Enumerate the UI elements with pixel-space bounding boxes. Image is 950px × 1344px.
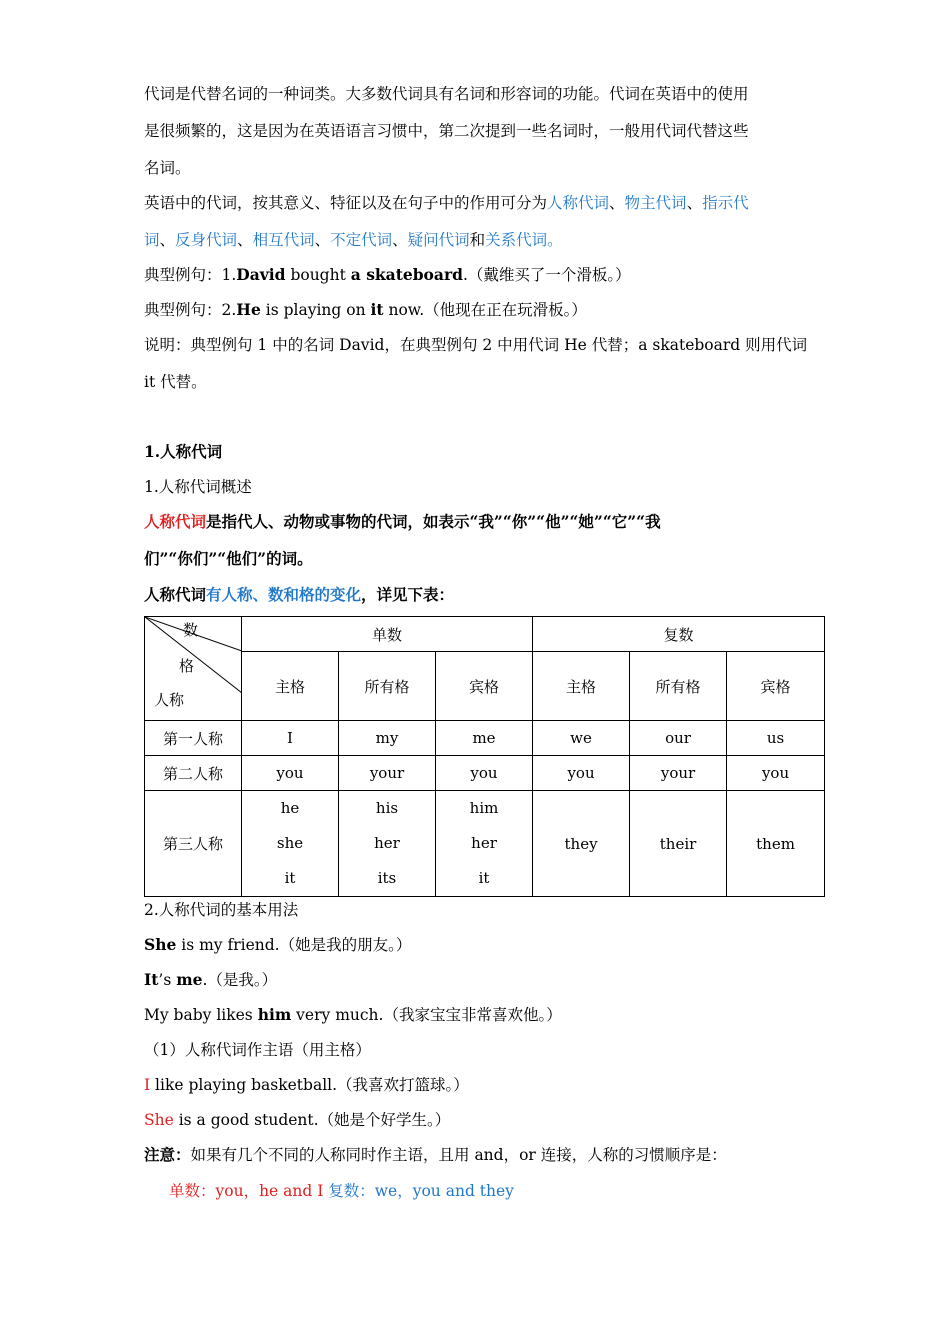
subsection-heading: 2.人称代词的基本用法 [144,901,299,919]
case-header: 所有格 [339,652,436,721]
case-header: 宾格 [727,652,825,721]
note-line: 注意：如果有几个不同的人称同时作主语，且用 and，or 连接，人称的习惯顺序是： [144,1145,727,1164]
table-cell: I [242,721,339,756]
subsection-heading: 1.人称代词概述 [144,478,252,496]
term-possessive: 物主代词 [624,194,687,212]
table-cell: their [630,791,727,897]
table-cell: our [630,721,727,756]
example-sentence-1: 典型例句：1.David bought a skateboard.（戴维买了一个滑板。） [144,265,631,284]
section-heading: 1.人称代词 [144,442,223,461]
table-cell: we [533,721,630,756]
case-header: 主格 [533,652,630,721]
table-cell: him her it [436,791,533,897]
table-row [145,791,825,897]
personal-pronoun-table [144,616,825,897]
usage-example: It’s me.（是我。） [144,970,278,989]
usage-example: My baby likes him very much.（我家宝宝非常喜欢他。） [144,1005,562,1024]
table-cell: your [630,756,727,791]
usage-subheading: （1）人称代词作主语（用主格） [144,1041,371,1059]
term-reflexive: 反身代词 [175,231,238,249]
table-cell: you [436,756,533,791]
header-plural: 复数 [533,617,825,652]
intro-paragraph-line: 名词。 [144,159,191,177]
table-cell: he she it [242,791,339,897]
term-indefinite: 不定代词 [330,231,393,249]
intro-paragraph-line: 是很频繁的，这是因为在英语语言习惯中，第二次提到一些名词时，一般用代词代替这些 [144,122,749,140]
usage-example: I like playing basketball.（我喜欢打篮球。） [144,1076,469,1094]
classification-line: 英语中的代词，按其意义、特征以及在句子中的作用可分为人称代词、物主代词、指示代 [144,194,749,212]
case-header: 宾格 [436,652,533,721]
definition-line: 人称代词是指代人、动物或事物的代词，如表示“我”“你”“他”“她”“它”“我 [144,512,661,531]
person-label: 第二人称 [145,756,242,791]
table-cell: you [533,756,630,791]
term-reciprocal: 相互代词 [252,231,315,249]
table-row [145,756,825,791]
table-cell: them [727,791,825,897]
table-cell: us [727,721,825,756]
order-line: 单数：you，he and I 复数：we，you and they [169,1182,514,1200]
header-singular: 单数 [242,617,533,652]
table-cell: your [339,756,436,791]
table-row [145,721,825,756]
table-cell: you [727,756,825,791]
usage-example: She is a good student.（她是个好学生。） [144,1111,451,1129]
term-personal: 人称代词 [547,194,610,212]
corner-label-number: 数 [183,621,199,639]
table-cell: my [339,721,436,756]
case-header: 所有格 [630,652,727,721]
explanation-line: it 代替。 [144,373,207,391]
person-label: 第三人称 [145,791,242,897]
table-corner-cell [145,617,242,721]
table-cell: his her its [339,791,436,897]
definition-line: 们”“你们”“他们”的词。 [144,549,313,568]
term-demonstrative: 指示代 [702,194,749,212]
corner-label-case: 格 [179,657,195,675]
table-cell: they [533,791,630,897]
table-cell: me [436,721,533,756]
table-intro: 人称代词有人称、数和格的变化，详见下表： [144,585,455,604]
usage-example: She is my friend.（她是我的朋友。） [144,935,412,954]
classification-line: 词、反身代词、相互代词、不定代词、疑问代词和关系代词。 [144,231,563,249]
intro-paragraph-line: 代词是代替名词的一种词类。大多数代词具有名词和形容词的功能。代词在英语中的使用 [144,85,749,103]
person-label: 第一人称 [145,721,242,756]
corner-label-person: 人称 [154,691,185,709]
example-sentence-2: 典型例句：2.He is playing on it now.（他现在正在玩滑板。） [144,300,587,319]
table-cell: you [242,756,339,791]
term-interrogative: 疑问代词 [407,231,470,249]
case-header: 主格 [242,652,339,721]
term-relative: 关系代词 [485,231,548,249]
explanation-line: 说明：典型例句 1 中的名词 David，在典型例句 2 中用代词 He 代替；a skateboard 则用代词 [144,336,808,354]
